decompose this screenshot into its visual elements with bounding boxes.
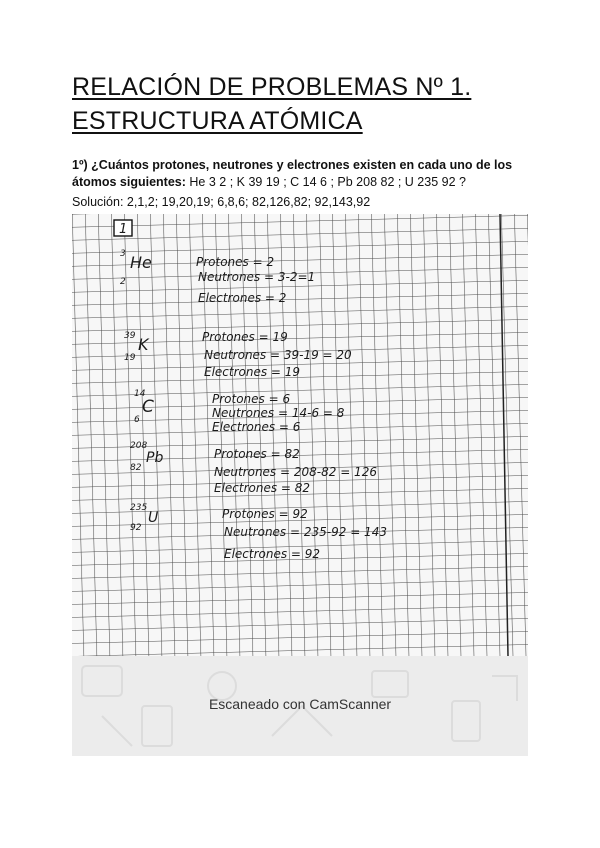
k-z: 19 xyxy=(124,353,136,363)
solution-text: Solución: 2,1,2; 19,20,19; 6,8,6; 82,126,82; 92,143,92 xyxy=(72,195,371,209)
u-z: 92 xyxy=(130,523,142,533)
c-z: 6 xyxy=(134,415,140,425)
k-protons: Protones = 19 xyxy=(202,330,288,344)
c-electrons: Electrones = 6 xyxy=(212,420,301,434)
question-atoms: He 3 2 ; K 39 19 ; C 14 6 ; Pb 208 82 ; U 235 92 ? xyxy=(185,175,466,189)
title-line-2: ESTRUCTURA ATÓMICA xyxy=(72,107,363,135)
c-protons: Protones = 6 xyxy=(212,392,291,406)
title-line-1: RELACIÓN DE PROBLEMAS Nº 1. xyxy=(72,73,472,101)
problem-number: 1 xyxy=(119,222,128,237)
document-title xyxy=(72,70,542,138)
c-symbol: C xyxy=(142,397,154,417)
u-protons: Protones = 92 xyxy=(222,507,308,521)
he-mass: 3 xyxy=(120,249,126,259)
pb-protons: Protones = 82 xyxy=(214,447,300,461)
c-mass: 14 xyxy=(134,389,146,399)
u-symbol: U xyxy=(148,510,159,526)
pb-mass: 208 xyxy=(130,441,148,451)
question-text xyxy=(72,157,532,191)
u-neutrons: Neutrones = 235-92 = 143 xyxy=(224,525,387,539)
he-z: 2 xyxy=(120,277,126,287)
pb-z: 82 xyxy=(130,463,142,473)
camscanner-label: Escaneado con CamScanner xyxy=(208,696,392,712)
camscanner-footer xyxy=(72,656,528,756)
k-electrons: Electrones = 19 xyxy=(204,365,301,379)
he-protons: Protones = 2 xyxy=(196,255,275,269)
question-bold: 1º) ¿Cuántos protones, neutrones y electrones existen en cada uno de los átomos siguientes: xyxy=(72,158,513,189)
pb-neutrons: Neutrones = 208-82 = 126 xyxy=(214,465,377,479)
k-mass: 39 xyxy=(124,331,136,341)
k-symbol: K xyxy=(138,335,149,354)
pb-electrons: Electrones = 82 xyxy=(214,481,311,495)
grid-paper xyxy=(72,214,528,656)
u-electrons: Electrones = 92 xyxy=(224,547,321,561)
u-mass: 235 xyxy=(130,503,148,513)
he-electrons: Electrones = 2 xyxy=(198,291,287,305)
c-neutrons: Neutrones = 14-6 = 8 xyxy=(212,406,345,420)
k-neutrons: Neutrones = 39-19 = 20 xyxy=(204,348,352,362)
he-neutrons: Neutrones = 3-2=1 xyxy=(198,270,316,284)
pb-symbol: Pb xyxy=(146,450,164,466)
he-symbol: He xyxy=(130,253,152,272)
scanned-handwritten-page xyxy=(72,214,528,656)
